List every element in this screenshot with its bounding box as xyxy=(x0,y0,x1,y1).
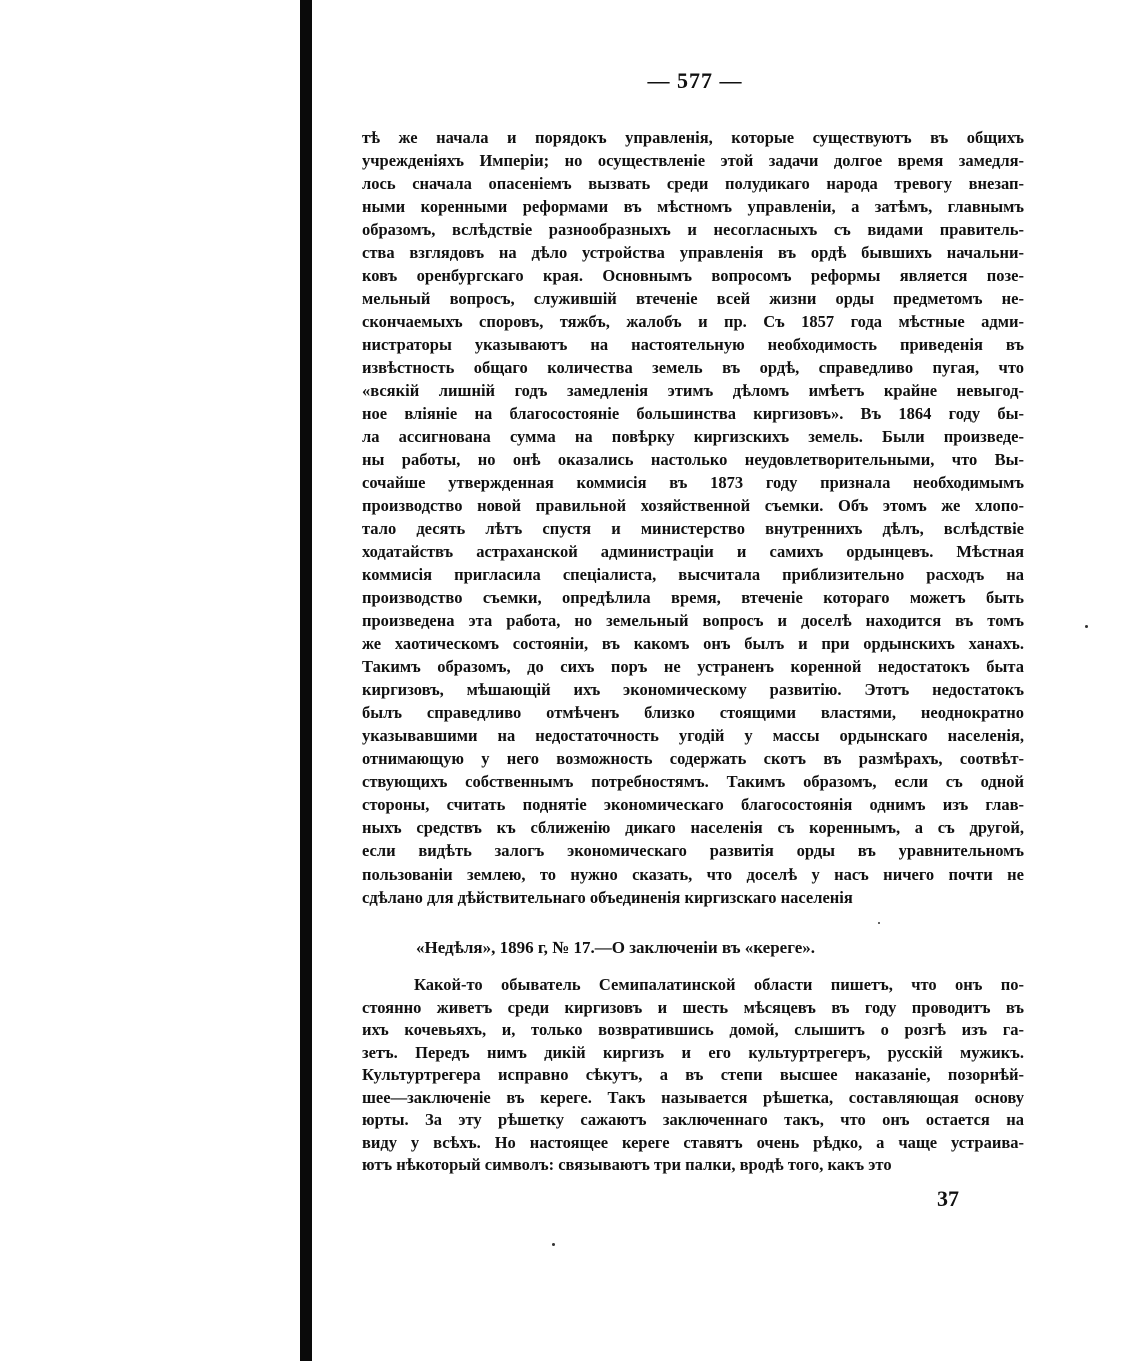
text-line: ютъ нѣкоторый символъ: связываютъ три палки, вродѣ того, какъ это xyxy=(362,1155,892,1174)
text-line: отнимающую у него возможность содержать скотъ въ размѣрахъ, соотвѣт- xyxy=(362,749,1024,769)
text-line: извѣстность общаго количества земель въ ордѣ, справедливо пугая, что xyxy=(362,358,1024,378)
text-line: ихъ кочевьяхъ, и, только возвратившись домой, слышитъ о розгѣ изъ га- xyxy=(362,1020,1024,1039)
text-line: стоянно живетъ среди киргизовъ и шесть мѣсяцевъ въ году проводитъ въ xyxy=(362,997,1024,1017)
text-line: юрты. За эту рѣшетку сажаютъ заключеннаго такъ, что онъ остается на xyxy=(362,1110,1024,1129)
text-line: произведена эта работа, но земельный вопросъ и доселѣ находится въ томъ xyxy=(362,611,1024,631)
text-line: тало десять лѣтъ спустя и министерство внутреннихъ дѣлъ, вслѣдствіе xyxy=(362,519,1024,539)
text-line: производство новой правильной хозяйственной съемки. Объ этомъ же хлопо- xyxy=(362,496,1024,516)
text-line: виду у всѣхъ. Но настоящее кереге ставятъ очень рѣдко, а чаще устраива- xyxy=(362,1132,1024,1152)
text-line: шее—заключеніе въ кереге. Такъ называется рѣшетка, составляющая основу xyxy=(362,1087,1024,1107)
speck xyxy=(878,922,880,924)
text-line: ства взглядовъ на дѣло устройства управленія въ ордѣ бывшихъ начальни- xyxy=(362,243,1024,263)
text-line: ныхъ средствъ къ сближенію дикаго населенія съ кореннымъ, а съ другой, xyxy=(362,818,1024,838)
text-line: Культуртрегера исправно сѣкутъ, а въ степи высшее наказаніе, позорнѣй- xyxy=(362,1065,1024,1084)
text-line: нистраторы указываютъ на настоятельную необходимость приведенія въ xyxy=(362,335,1024,355)
text-line: ходатайствъ астраханской администраціи и самихъ ордынцевъ. Мѣстная xyxy=(362,542,1024,562)
text-line: Такимъ образомъ, до сихъ поръ не устраненъ коренной недостатокъ быта xyxy=(362,657,1024,677)
text-line: былъ справедливо отмѣченъ близко стоящими властями, неоднократно xyxy=(362,703,1024,723)
text-line: коммисія пригласила спеціалиста, высчитала приблизительно расходъ на xyxy=(362,565,1024,585)
text-line: «всякій лишній годъ замедленія этимъ дѣломъ имѣетъ крайне невыгод- xyxy=(362,381,1024,401)
signature-mark: 37 xyxy=(937,1186,959,1211)
text-line: учрежденіяхъ Имперіи; но осуществленіе этой задачи долгое время замедля- xyxy=(362,151,1024,171)
text-line: мельный вопросъ, служившій втеченіе всей жизни орды предметомъ не- xyxy=(362,289,1024,309)
text-line: ла ассигнована сумма на повѣрку киргизскихъ земель. Были произведе- xyxy=(362,427,1024,447)
paragraph-2 xyxy=(362,974,1024,1177)
text-line: сочайше утвержденная коммисія въ 1873 году признала необходимымъ xyxy=(362,473,1024,493)
text-line: образомъ, вслѣдствіе разнообразныхъ и несогласныхъ съ видами правитель- xyxy=(362,220,1024,240)
text-line: сдѣлано для дѣйствительнаго объединенія киргизскаго населенія xyxy=(362,887,853,907)
text-line: скончаемыхъ споровъ, тяжбъ, жалобъ и пр. Съ 1857 года мѣстные адми- xyxy=(362,312,1024,332)
text-line: ствующихъ собственнымъ потребностямъ. Такимъ образомъ, если съ одной xyxy=(362,772,1024,792)
paragraph-1 xyxy=(362,126,1024,909)
text-line: ковъ оренбургскаго края. Основнымъ вопросомъ реформы является позе- xyxy=(362,266,1024,286)
speck xyxy=(1085,625,1088,628)
text-line: же хаотическомъ состояніи, въ какомъ онъ былъ и при ордынскихъ ханахъ. xyxy=(362,634,1024,654)
text-line: Какой-то обыватель Семипалатинской области пишетъ, что онъ по- xyxy=(414,975,1024,994)
text-line: производство съемки, опредѣлила время, втеченіе котораго можетъ быть xyxy=(362,588,1024,608)
speck xyxy=(552,1243,555,1246)
text-line: если видѣть залогъ экономическаго развитія орды въ уравнительномъ xyxy=(362,841,1024,861)
book-binding-edge xyxy=(300,0,312,1361)
text-line: лось сначала опасеніемъ вызвать среди полудикаго народа тревогу внезап- xyxy=(362,174,1024,194)
text-line: ными коренными реформами въ мѣстномъ управленіи, а затѣмъ, главнымъ xyxy=(362,197,1024,217)
section-heading: «Недѣля», 1896 г, № 17.—О заключеніи въ «кереге». xyxy=(416,938,816,957)
text-line: тѣ же начала и порядокъ управленія, которые существуютъ въ общихъ xyxy=(362,128,1024,147)
text-line: ны работы, но онѣ оказались настолько неудовлетворительными, что Вы- xyxy=(362,450,1024,470)
text-line: зетъ. Передъ нимъ дикій киргизъ и его культуртрегеръ, русскій мужикъ. xyxy=(362,1042,1024,1062)
text-line: пользованіи землею, то нужно сказать, что доселѣ у насъ ничего почти не xyxy=(362,864,1024,884)
page-number: — 577 — xyxy=(647,68,743,93)
text-line: стороны, считать поднятіе экономическаго благосостоянія однимъ изъ глав- xyxy=(362,795,1024,815)
text-line: указывавшими на недостаточность угодій у массы ордынскаго населенія, xyxy=(362,726,1024,746)
text-line: ное вліяніе на благосостояніе большинства киргизовъ». Въ 1864 году бы- xyxy=(362,404,1024,424)
text-line: киргизовъ, мѣшающій ихъ экономическому развитію. Этотъ недостатокъ xyxy=(362,680,1024,700)
